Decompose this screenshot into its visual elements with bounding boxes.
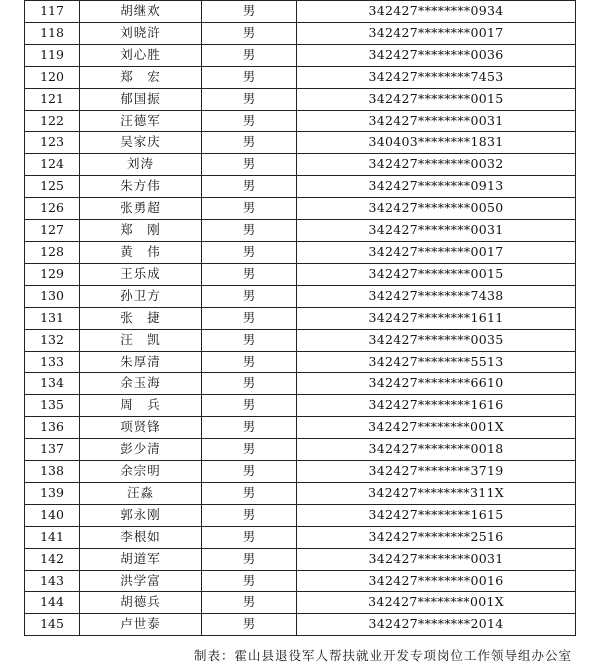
roster-table-body	[25, 1, 576, 636]
table-row	[25, 614, 576, 636]
table-row	[25, 176, 576, 198]
id-number-cell: 342427********1611	[297, 307, 576, 329]
name-cell: 汪 凯	[80, 329, 202, 351]
row-number-cell: 145	[25, 614, 80, 636]
id-number-cell: 342427********001X	[297, 417, 576, 439]
gender-cell: 男	[202, 1, 297, 23]
gender-cell: 男	[202, 592, 297, 614]
id-number-cell: 342427********5513	[297, 351, 576, 373]
row-number-cell: 135	[25, 395, 80, 417]
gender-cell: 男	[202, 307, 297, 329]
table-row	[25, 373, 576, 395]
id-number-cell: 342427********0016	[297, 570, 576, 592]
gender-cell: 男	[202, 351, 297, 373]
row-number-cell: 129	[25, 263, 80, 285]
table-row	[25, 329, 576, 351]
id-number-cell: 342427********0031	[297, 548, 576, 570]
table-footer-note: 制表：霍山县退役军人帮扶就业开发专项岗位工作领导组办公室	[193, 648, 572, 663]
name-cell: 周 兵	[80, 395, 202, 417]
name-cell: 郭永刚	[80, 504, 202, 526]
row-number-cell: 137	[25, 439, 80, 461]
row-number-cell: 117	[25, 1, 80, 23]
table-row	[25, 88, 576, 110]
name-cell: 刘心胜	[80, 44, 202, 66]
row-number-cell: 122	[25, 110, 80, 132]
row-number-cell: 142	[25, 548, 80, 570]
name-cell: 刘晓浒	[80, 22, 202, 44]
gender-cell: 男	[202, 220, 297, 242]
table-row	[25, 154, 576, 176]
id-number-cell: 342427********1615	[297, 504, 576, 526]
table-row	[25, 482, 576, 504]
gender-cell: 男	[202, 417, 297, 439]
id-number-cell: 342427********311X	[297, 482, 576, 504]
roster-table	[24, 0, 576, 636]
name-cell: 汪德军	[80, 110, 202, 132]
table-row	[25, 307, 576, 329]
table-row	[25, 22, 576, 44]
name-cell: 项贤锋	[80, 417, 202, 439]
table-row	[25, 198, 576, 220]
row-number-cell: 126	[25, 198, 80, 220]
gender-cell: 男	[202, 241, 297, 263]
gender-cell: 男	[202, 176, 297, 198]
name-cell: 孙卫方	[80, 285, 202, 307]
id-number-cell: 340403********1831	[297, 132, 576, 154]
name-cell: 洪学富	[80, 570, 202, 592]
name-cell: 王乐成	[80, 263, 202, 285]
name-cell: 卢世泰	[80, 614, 202, 636]
row-number-cell: 123	[25, 132, 80, 154]
gender-cell: 男	[202, 482, 297, 504]
name-cell: 张 捷	[80, 307, 202, 329]
id-number-cell: 342427********0035	[297, 329, 576, 351]
name-cell: 余玉海	[80, 373, 202, 395]
gender-cell: 男	[202, 439, 297, 461]
row-number-cell: 136	[25, 417, 80, 439]
table-row	[25, 504, 576, 526]
table-row	[25, 285, 576, 307]
name-cell: 余宗明	[80, 461, 202, 483]
table-row	[25, 263, 576, 285]
id-number-cell: 342427********0031	[297, 220, 576, 242]
gender-cell: 男	[202, 614, 297, 636]
table-row	[25, 110, 576, 132]
id-number-cell: 342427********0017	[297, 241, 576, 263]
row-number-cell: 139	[25, 482, 80, 504]
row-number-cell: 134	[25, 373, 80, 395]
table-row	[25, 220, 576, 242]
id-number-cell: 342427********0031	[297, 110, 576, 132]
table-row	[25, 526, 576, 548]
row-number-cell: 144	[25, 592, 80, 614]
name-cell: 朱方伟	[80, 176, 202, 198]
name-cell: 吴家庆	[80, 132, 202, 154]
name-cell: 李根如	[80, 526, 202, 548]
name-cell: 郑 刚	[80, 220, 202, 242]
table-row	[25, 592, 576, 614]
name-cell: 朱厚清	[80, 351, 202, 373]
name-cell: 郑 宏	[80, 66, 202, 88]
gender-cell: 男	[202, 570, 297, 592]
id-number-cell: 342427********1616	[297, 395, 576, 417]
row-number-cell: 118	[25, 22, 80, 44]
table-row	[25, 439, 576, 461]
name-cell: 胡德兵	[80, 592, 202, 614]
gender-cell: 男	[202, 373, 297, 395]
row-number-cell: 125	[25, 176, 80, 198]
id-number-cell: 342427********0934	[297, 1, 576, 23]
gender-cell: 男	[202, 461, 297, 483]
row-number-cell: 119	[25, 44, 80, 66]
row-number-cell: 143	[25, 570, 80, 592]
row-number-cell: 128	[25, 241, 80, 263]
id-number-cell: 342427********2516	[297, 526, 576, 548]
gender-cell: 男	[202, 154, 297, 176]
gender-cell: 男	[202, 329, 297, 351]
table-row	[25, 351, 576, 373]
name-cell: 汪淼	[80, 482, 202, 504]
table-row	[25, 44, 576, 66]
id-number-cell: 342427********0050	[297, 198, 576, 220]
name-cell: 张勇超	[80, 198, 202, 220]
row-number-cell: 127	[25, 220, 80, 242]
table-row	[25, 417, 576, 439]
row-number-cell: 121	[25, 88, 80, 110]
gender-cell: 男	[202, 395, 297, 417]
id-number-cell: 342427********0032	[297, 154, 576, 176]
row-number-cell: 140	[25, 504, 80, 526]
id-number-cell: 342427********0015	[297, 88, 576, 110]
gender-cell: 男	[202, 44, 297, 66]
row-number-cell: 132	[25, 329, 80, 351]
name-cell: 胡继欢	[80, 1, 202, 23]
name-cell: 刘涛	[80, 154, 202, 176]
row-number-cell: 133	[25, 351, 80, 373]
id-number-cell: 342427********0018	[297, 439, 576, 461]
id-number-cell: 342427********6610	[297, 373, 576, 395]
table-row	[25, 570, 576, 592]
name-cell: 黄 伟	[80, 241, 202, 263]
table-row	[25, 241, 576, 263]
id-number-cell: 342427********0015	[297, 263, 576, 285]
row-number-cell: 138	[25, 461, 80, 483]
id-number-cell: 342427********0036	[297, 44, 576, 66]
table-row	[25, 66, 576, 88]
table-row	[25, 461, 576, 483]
name-cell: 郁国振	[80, 88, 202, 110]
table-row	[25, 1, 576, 23]
id-number-cell: 342427********2014	[297, 614, 576, 636]
table-row	[25, 132, 576, 154]
id-number-cell: 342427********0017	[297, 22, 576, 44]
gender-cell: 男	[202, 504, 297, 526]
name-cell: 胡道军	[80, 548, 202, 570]
name-cell: 彭少清	[80, 439, 202, 461]
gender-cell: 男	[202, 22, 297, 44]
row-number-cell: 120	[25, 66, 80, 88]
gender-cell: 男	[202, 548, 297, 570]
id-number-cell: 342427********7453	[297, 66, 576, 88]
row-number-cell: 141	[25, 526, 80, 548]
id-number-cell: 342427********3719	[297, 461, 576, 483]
id-number-cell: 342427********7438	[297, 285, 576, 307]
gender-cell: 男	[202, 263, 297, 285]
gender-cell: 男	[202, 110, 297, 132]
table-row	[25, 548, 576, 570]
row-number-cell: 130	[25, 285, 80, 307]
row-number-cell: 124	[25, 154, 80, 176]
table-row	[25, 395, 576, 417]
gender-cell: 男	[202, 132, 297, 154]
id-number-cell: 342427********001X	[297, 592, 576, 614]
gender-cell: 男	[202, 66, 297, 88]
gender-cell: 男	[202, 88, 297, 110]
id-number-cell: 342427********0913	[297, 176, 576, 198]
gender-cell: 男	[202, 198, 297, 220]
gender-cell: 男	[202, 526, 297, 548]
gender-cell: 男	[202, 285, 297, 307]
row-number-cell: 131	[25, 307, 80, 329]
